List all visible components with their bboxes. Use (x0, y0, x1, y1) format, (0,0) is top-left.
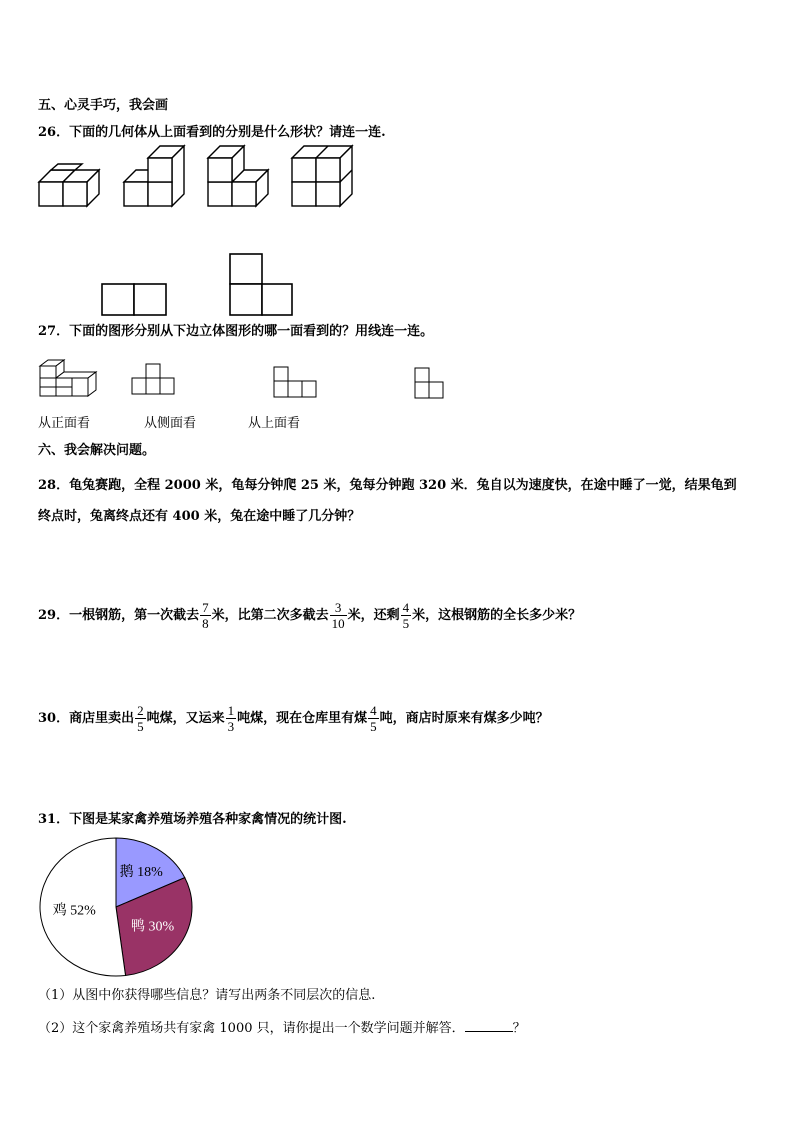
q29-fraction-1: $\frac{7}{8}$ (202, 600, 209, 631)
q27-solid-figure (38, 358, 108, 400)
q30-text-4: 吨，商店时原来有煤多少吨？ (379, 711, 549, 726)
pie-label-goose: 鹅 18% (119, 864, 163, 880)
q26-solids-figure (36, 146, 376, 216)
question-28-line-2: 终点时，兔离终点还有 400 米，兔在途中睡了几分钟？ (38, 509, 361, 524)
view-label-top: 从上面看 (248, 416, 301, 431)
solid-3-icon (208, 146, 268, 206)
question-26: 26．下面的几何体从上面看到的分别是什么形状？请连一连. (38, 125, 386, 140)
q29-fraction-2: $\frac{3}{10}$ (331, 600, 345, 631)
question-31: 31．下图是某家禽养殖场养殖各种家禽情况的统计图. (38, 812, 347, 827)
q30-fraction-3: $\frac{4}{5}$ (370, 703, 377, 734)
solid-2-icon (124, 146, 184, 206)
question-31-sub-1: （1）从图中你获得哪些信息？请写出两条不同层次的信息. (38, 988, 376, 1003)
q29-text-2: 米，比第二次多截去 (211, 608, 329, 623)
q30-fraction-1: $\frac{2}{5}$ (137, 703, 144, 734)
top-view-b-icon (230, 254, 292, 315)
solid-4-icon (292, 146, 352, 206)
q27-view-a-figure (130, 362, 180, 402)
section-6-heading: 六、我会解决问题。 (38, 443, 156, 458)
q30-text-1: 30．商店里卖出 (38, 711, 135, 726)
q29-fraction-3: $\frac{4}{5}$ (402, 600, 410, 631)
solid-1-icon (39, 164, 99, 206)
question-31-sub-2: （2）这个家禽养殖场共有家禽 1000 只，请你提出一个数学问题并解答． ？ (38, 1021, 526, 1036)
question-27: 27．下面的图形分别从下边立体图形的哪一面看到的？用线连一连。 (38, 324, 434, 339)
answer-blank[interactable] (465, 1019, 513, 1032)
top-view-a-icon (102, 284, 166, 315)
q29-text-3: 米，还剩 (347, 608, 400, 623)
view-label-front: 从正面看 (38, 416, 91, 431)
q30-text-2: 吨煤，又运来 (146, 711, 225, 726)
q29-text-1: 29．一根钢筋，第一次截去 (38, 608, 200, 623)
q30-text-3: 吨煤，现在仓库里有煤 (237, 711, 368, 726)
pie-label-duck: 鸭 30% (131, 919, 175, 935)
poultry-pie-chart (38, 836, 198, 981)
q29-text-4: 米，这根钢筋的全长多少米？ (412, 608, 582, 623)
q30-fraction-2: $\frac{1}{3}$ (227, 703, 235, 734)
q27-view-b-figure (272, 365, 322, 405)
q26-top-views-figure (100, 254, 300, 324)
question-30 (38, 699, 549, 739)
section-5-heading: 五、心灵手巧，我会画 (38, 98, 169, 113)
pie-label-chicken: 鸡 52% (52, 903, 96, 919)
question-28-line-1: 28．龟兔赛跑，全程 2000 米，龟每分钟爬 25 米，兔每分钟跑 320 米．兔自以为速度快，在途中睡了一觉，结果龟到 (38, 478, 737, 493)
view-label-side: 从侧面看 (144, 416, 197, 431)
q27-view-c-figure (413, 366, 453, 408)
question-29 (38, 596, 581, 636)
